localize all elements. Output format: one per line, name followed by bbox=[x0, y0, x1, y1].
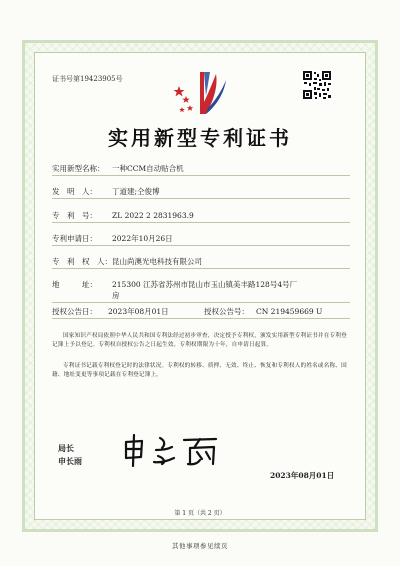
divider bbox=[52, 268, 350, 269]
field-label: 专利申请日： bbox=[52, 234, 97, 243]
field-grant-date bbox=[52, 306, 322, 317]
divider bbox=[52, 318, 350, 319]
field-value: 2022年10月26日 bbox=[112, 234, 173, 243]
field-value: 215300 江苏省苏州市昆山市玉山镇美丰路128号4号厂 bbox=[112, 280, 298, 289]
field-label: 发 明 人： bbox=[52, 187, 97, 196]
field-label: 实用新型名称： bbox=[52, 164, 105, 173]
handwritten-signature bbox=[118, 432, 228, 468]
document-title: 实用新型专利证书 bbox=[108, 126, 292, 150]
field-address-line2 bbox=[112, 290, 120, 301]
director-title: 局长 bbox=[58, 443, 74, 453]
divider bbox=[52, 222, 350, 223]
field-value: 一种CCM自动贴合机 bbox=[112, 164, 184, 173]
statement-paragraph-1: 国家知识产权局依照中华人民共和国专利法经过初步审查，决定授予专利权，颁发实用新型专利证书并在专利登记簿上予以登记。专利权自授权公告之日起生效。专利权期限为十年，自申请日起算。 bbox=[52, 333, 347, 348]
divider bbox=[52, 302, 350, 303]
issue-date: 2023年08月01日 bbox=[270, 471, 335, 480]
field-value: 2023年08月01日 bbox=[108, 307, 169, 316]
field-label: 授权公告日： bbox=[52, 307, 97, 316]
field-address bbox=[52, 279, 297, 290]
page-number: 第 1 页（共 2 页） bbox=[174, 510, 226, 517]
field-label: 专 利 号： bbox=[52, 211, 97, 220]
field-label: 地 址： bbox=[52, 280, 97, 289]
field-value: CN 219459669 U bbox=[256, 307, 323, 316]
divider bbox=[52, 198, 350, 199]
field-value: 房 bbox=[112, 291, 120, 300]
field-filing-date bbox=[52, 233, 173, 244]
certificate-number: 证书号第19423905号 bbox=[52, 75, 123, 83]
field-value: 昆山尚澳光电科技有限公司 bbox=[112, 257, 202, 266]
qr-code-icon bbox=[302, 70, 332, 100]
divider bbox=[52, 245, 350, 246]
patent-office-emblem-icon bbox=[166, 66, 234, 118]
field-inventor bbox=[52, 186, 160, 197]
field-utility-model-name bbox=[52, 163, 184, 174]
field-value: 丁道建;仝俊博 bbox=[112, 187, 160, 196]
footer-note: 其他事项参见续页 bbox=[172, 542, 228, 550]
field-label: 专 利 权 人： bbox=[52, 257, 112, 266]
divider bbox=[52, 175, 350, 176]
director-name: 申长雨 bbox=[58, 456, 82, 466]
field-value: ZL 2022 2 2831963.9 bbox=[112, 211, 194, 220]
field-label: 授权公告号： bbox=[204, 307, 249, 316]
field-patentee bbox=[52, 256, 202, 267]
field-patent-number bbox=[52, 210, 194, 221]
statement-paragraph-2: 专利证书记载专利权登记时的法律状况。专利权的转移、质押、无效、终止、恢复和专利权人的姓名或名称、国籍、地址变更等事项记载在专利登记簿上。 bbox=[52, 363, 347, 378]
